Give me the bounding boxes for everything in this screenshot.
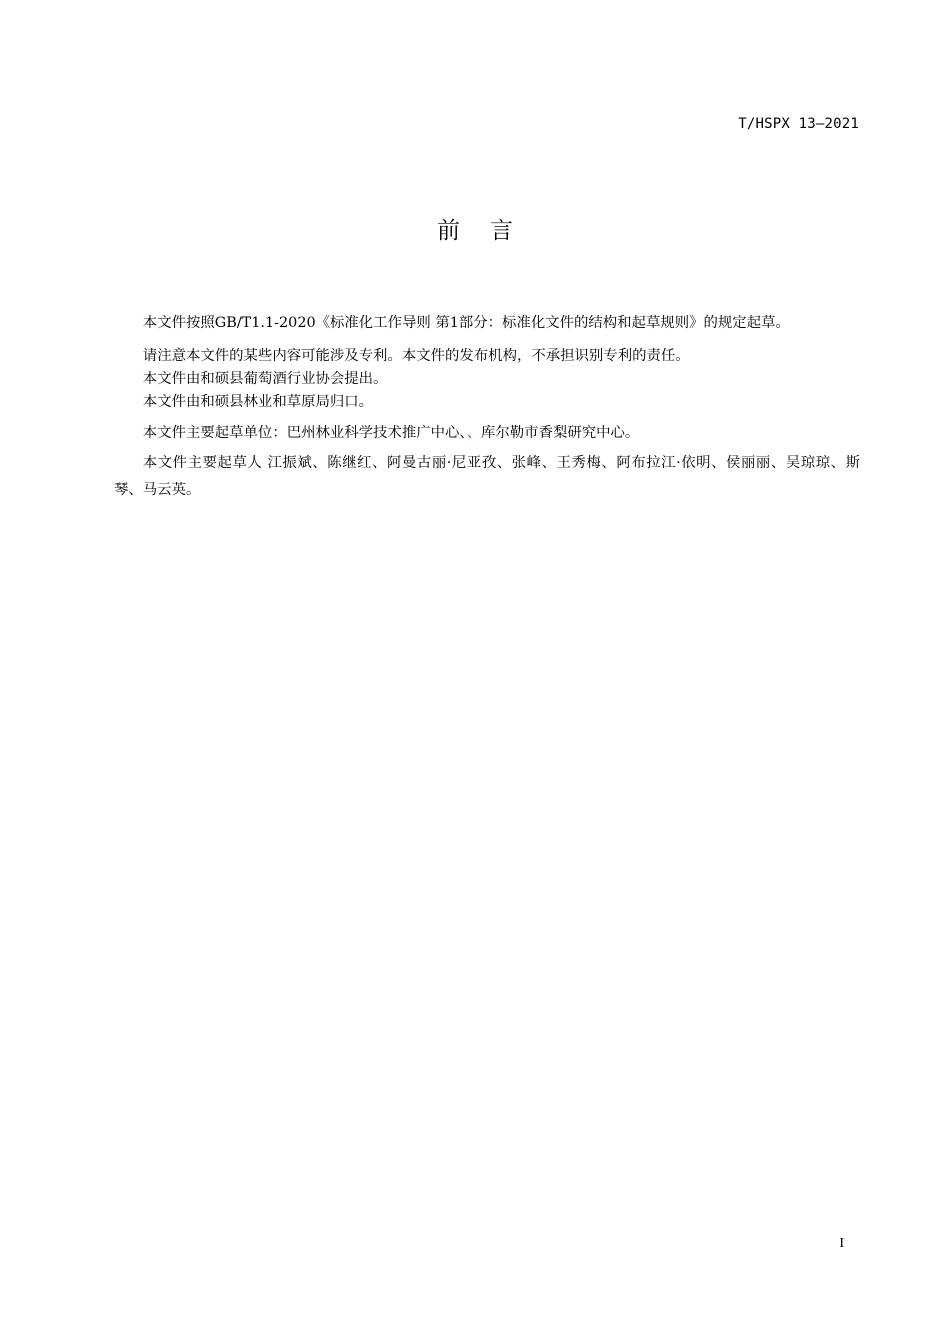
paragraph-drafting-rules: 本文件按照GB/T1.1-2020《标准化工作导则 第1部分：标准化文件的结构和起草规则》的规定起草。 (142, 315, 790, 331)
stray-red-mark: 、 (466, 425, 481, 441)
drafting-units-text: 本文件主要起草单位：巴州林业科学技术推广中心、 (142, 425, 467, 441)
paragraph-proposer: 本文件由和硕县葡萄酒行业协会提出。 (142, 371, 388, 387)
foreword-body (114, 304, 860, 504)
drafting-units-text-end: 库尔勒市香梨研究中心。 (481, 425, 640, 441)
paragraph-patent-notice: 请注意本文件的某些内容可能涉及专利。本文件的发布机构，不承担识别专利的责任。 (142, 348, 690, 364)
paragraph-drafters: 本文件主要起草人 江振斌、陈继红、阿曼古丽·尼亚孜、张峰、王秀梅、阿布拉江·依明、侯丽丽、吴琼琼、斯琴、马云英。 (114, 455, 860, 498)
page-title: 前言 (437, 218, 543, 244)
paragraph-drafting-units (114, 422, 860, 445)
document-number: T/HSPX 13—2021 (738, 116, 859, 132)
paragraph-administrator: 本文件由和硕县林业和草原局归口。 (142, 394, 374, 410)
page-number: I (839, 1236, 844, 1251)
